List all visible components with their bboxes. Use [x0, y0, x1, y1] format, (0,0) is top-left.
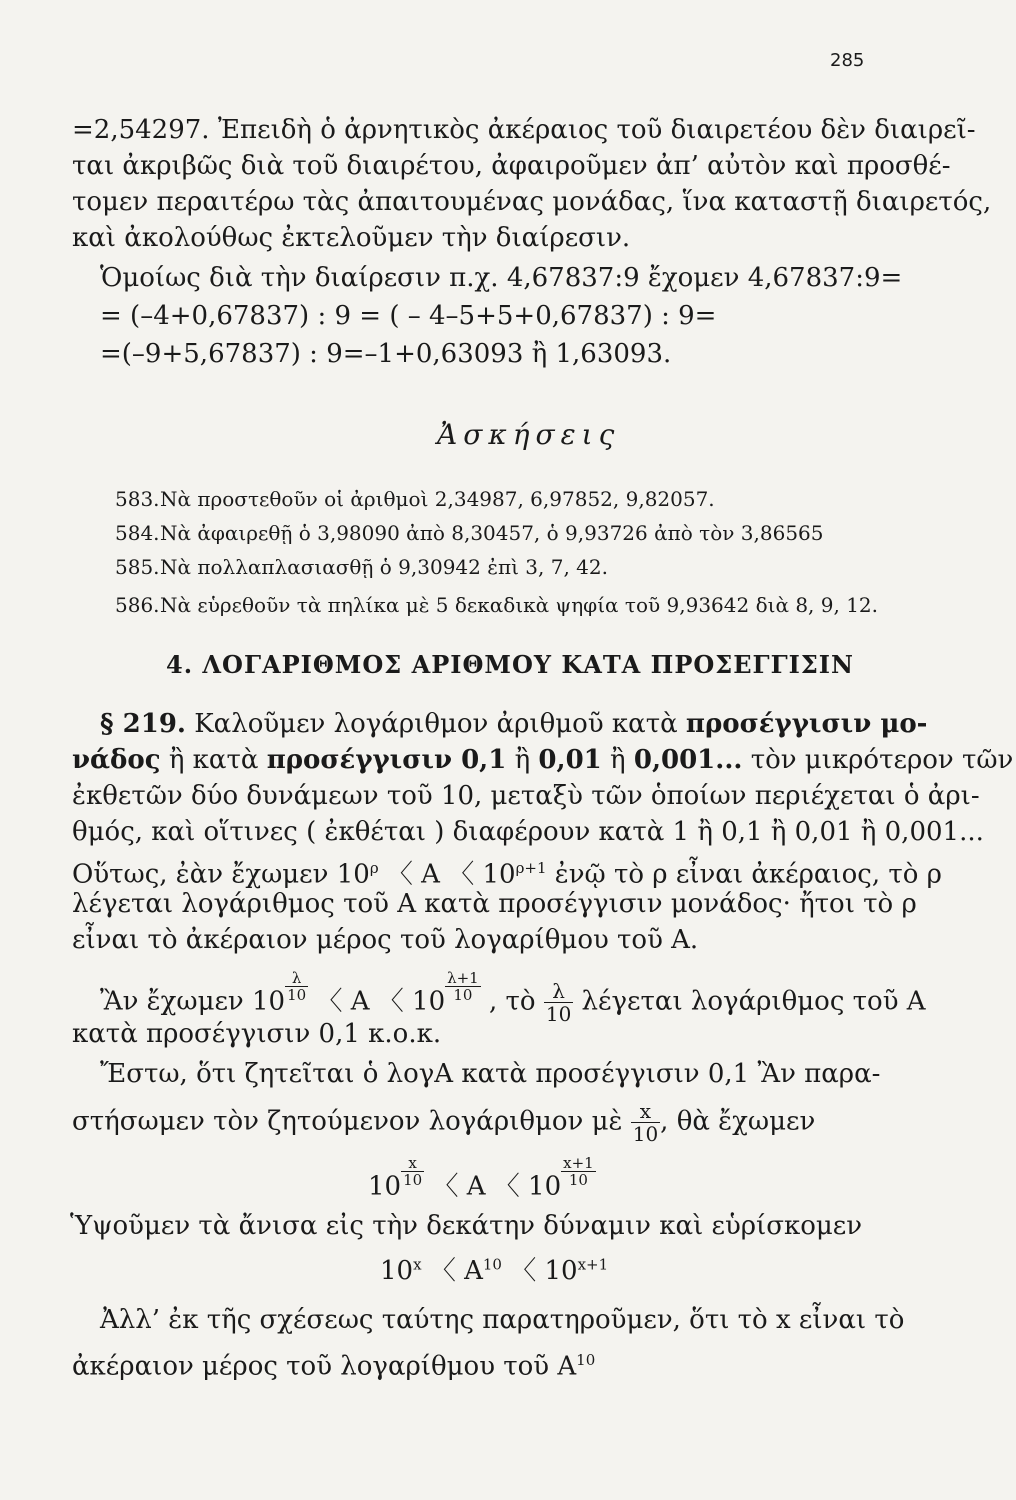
exercise-number: 586. [115, 593, 160, 617]
exponent: ρ [369, 859, 379, 877]
bold-term: 0,01 [538, 745, 602, 775]
bold-term: προσέγγισιν μο- [685, 709, 928, 739]
section-219-line-6: λέγεται λογάριθμος τοῦ Α κατὰ προσέγγισιν μονάδος· ἤτοι τὸ ρ [72, 889, 917, 919]
paragraph-2-line-2: = (–4+0,67837) : 9 = ( – 4–5+5+0,67837) : 9= [100, 301, 717, 331]
exercise-584 [115, 520, 824, 546]
text: ἢ κατὰ [160, 745, 267, 775]
text: ἐνῷ τὸ ρ εἶναι ἀκέραιος, τὸ ρ [546, 859, 942, 890]
denominator: 10 [287, 986, 307, 1004]
text: ἢ [506, 745, 539, 775]
text: τὸν μικρότερον τῶν [742, 745, 1014, 775]
paragraph-1-line-3: τομεν περαιτέρω τὰς ἀπαιτουμένας μονάδας, ἵνα καταστῇ διαιρετός, [72, 187, 992, 217]
section-219-line-3: ἐκθετῶν δύο δυνάμεων τοῦ 10, μεταξὺ τῶν ὁποίων περιέχεται ὁ ἀρι- [72, 781, 980, 811]
denominator: 10 [568, 1171, 588, 1189]
numerator: x [401, 1155, 424, 1172]
numerator: λ [544, 980, 573, 1003]
text: ἢ [601, 745, 634, 775]
denominator: 10 [453, 986, 473, 1004]
text: 〈 Α 〈 10 [308, 986, 446, 1017]
paragraph-1-line-2: ται ἀκριβῶς διὰ τοῦ διαιρέτου, ἀφαιροῦμεν ἀπ’ αὐτὸν καὶ προσθέ- [72, 151, 951, 181]
text: στήσωμεν τὸν ζητούμενον λογάριθμον μὲ [72, 1106, 631, 1137]
fraction [544, 980, 573, 1025]
fraction-exponent [445, 970, 481, 1003]
exponent: 10 [576, 1351, 596, 1369]
section-number: § 219. [100, 709, 186, 739]
text: Ἂν ἔχωμεν 10 [100, 986, 286, 1017]
para-an-line-2: κατὰ προσέγγισιν 0,1 κ.ο.κ. [72, 1019, 442, 1049]
text: , τὸ [480, 986, 544, 1017]
exercises-title: Ἀσκήσεις [437, 418, 621, 451]
denominator: 10 [632, 1122, 659, 1146]
exercise-number: 585. [115, 555, 160, 579]
section-219-line-7: εἶναι τὸ ἀκέραιον μέρος τοῦ λογαρίθμου τοῦ Α. [72, 925, 699, 955]
denominator: 10 [403, 1171, 423, 1189]
exercise-text: Νὰ ἀφαιρεθῇ ὁ 3,98090 ἀπὸ 8,30457, ὁ 9,93726 ἀπὸ τὸν 3,86565 [160, 521, 824, 545]
text: 〈 Α 〈 10 [424, 1171, 562, 1202]
para-all-line-2 [72, 1344, 595, 1383]
section-219-line-2 [72, 744, 1013, 776]
fraction [631, 1100, 660, 1145]
section-219-line-5 [72, 852, 942, 891]
numerator: x [631, 1100, 660, 1123]
numerator: λ [285, 970, 308, 987]
inequality-1 [368, 1155, 596, 1203]
exercise-586 [115, 592, 878, 618]
para-esto-line-2 [72, 1100, 815, 1145]
bold-term: προσέγγισιν 0,1 [266, 745, 507, 775]
para-ypsoumen: Ὑψοῦμεν τὰ ἄνισα εἰς τὴν δεκάτην δύναμιν καὶ εὑρίσκομεν [70, 1211, 863, 1241]
paragraph-2-line-3: =(–9+5,67837) : 9=–1+0,63093 ἢ 1,63093. [100, 339, 672, 369]
denominator: 10 [545, 1002, 572, 1027]
text: 〈 Α [421, 1256, 483, 1286]
text: 〈 Α 〈 10 [378, 859, 516, 890]
exercise-number: 584. [115, 521, 160, 545]
section-219-line-4: θμός, καὶ οἵτινες ( ἐκθέται ) διαφέρουν κατὰ 1 ἢ 0,1 ἢ 0,01 ἢ 0,001... [72, 817, 984, 847]
para-an-line-1 [100, 970, 926, 1025]
inequality-2 [380, 1250, 608, 1287]
base: 10 [368, 1171, 402, 1202]
para-all-line-1: Ἀλλ’ ἐκ τῆς σχέσεως ταύτης παρατηροῦμεν, ὅτι τὸ x εἶναι τὸ [100, 1305, 905, 1335]
bold-term: 0,001... [633, 745, 743, 775]
numerator: λ+1 [447, 969, 479, 987]
para-esto-line-1: Ἔστω, ὅτι ζητεῖται ὁ λογΑ κατὰ προσέγγισιν 0,1 Ἂν παρα- [100, 1059, 881, 1089]
exercise-583 [115, 486, 715, 512]
text: , θὰ ἔχωμεν [660, 1106, 816, 1137]
exponent: ρ+1 [515, 859, 547, 877]
text: Οὕτως, ἐὰν ἔχωμεν 10 [72, 859, 370, 890]
exercise-text: Νὰ προστεθοῦν οἱ ἀριθμοὶ 2,34987, 6,97852, 9,82057. [160, 487, 715, 511]
fraction-exponent [561, 1155, 596, 1188]
fraction-exponent [401, 1155, 424, 1188]
numerator: x+1 [563, 1154, 594, 1172]
exercise-585 [115, 554, 608, 580]
section-219-line-1 [100, 708, 927, 740]
exponent: 10 [482, 1255, 502, 1274]
text: ἀκέραιον μέρος τοῦ λογαρίθμου τοῦ Α [72, 1351, 577, 1382]
base: 10 [380, 1256, 414, 1286]
exercise-number: 583. [115, 487, 160, 511]
page-number: 285 [830, 50, 865, 71]
section-heading: 4. ΛΟΓΑΡΙΘΜΟΣ ΑΡΙΘΜΟΥ ΚΑΤΑ ΠΡΟΣΕΓΓΙΣΙΝ [166, 650, 854, 679]
fraction-exponent [285, 970, 308, 1003]
paragraph-1-line-4: καὶ ἀκολούθως ἐκτελοῦμεν τὴν διαίρεσιν. [72, 223, 631, 253]
exponent: x [413, 1255, 422, 1274]
paragraph-2-line-1: Ὁμοίως διὰ τὴν διαίρεσιν π.χ. 4,67837:9 ἔχομεν 4,67837:9= [100, 263, 903, 293]
bold-term: νάδος [72, 745, 161, 775]
exercise-text: Νὰ εὑρεθοῦν τὰ πηλίκα μὲ 5 δεκαδικὰ ψηφία τοῦ 9,93642 διὰ 8, 9, 12. [160, 593, 879, 617]
exercise-text: Νὰ πολλαπλασιασθῇ ὁ 9,30942 ἐπὶ 3, 7, 42. [160, 555, 608, 579]
paragraph-1-line-1: =2,54297. Ἐπειδὴ ὁ ἀρνητικὸς ἀκέραιος τοῦ διαιρετέου δὲν διαιρεῖ- [72, 115, 976, 145]
text: 〈 10 [501, 1256, 578, 1286]
text: Καλοῦμεν λογάριθμον ἀριθμοῦ κατὰ [185, 709, 686, 739]
text: λέγεται λογάριθμος τοῦ Α [573, 986, 926, 1017]
exponent: x+1 [577, 1255, 609, 1274]
